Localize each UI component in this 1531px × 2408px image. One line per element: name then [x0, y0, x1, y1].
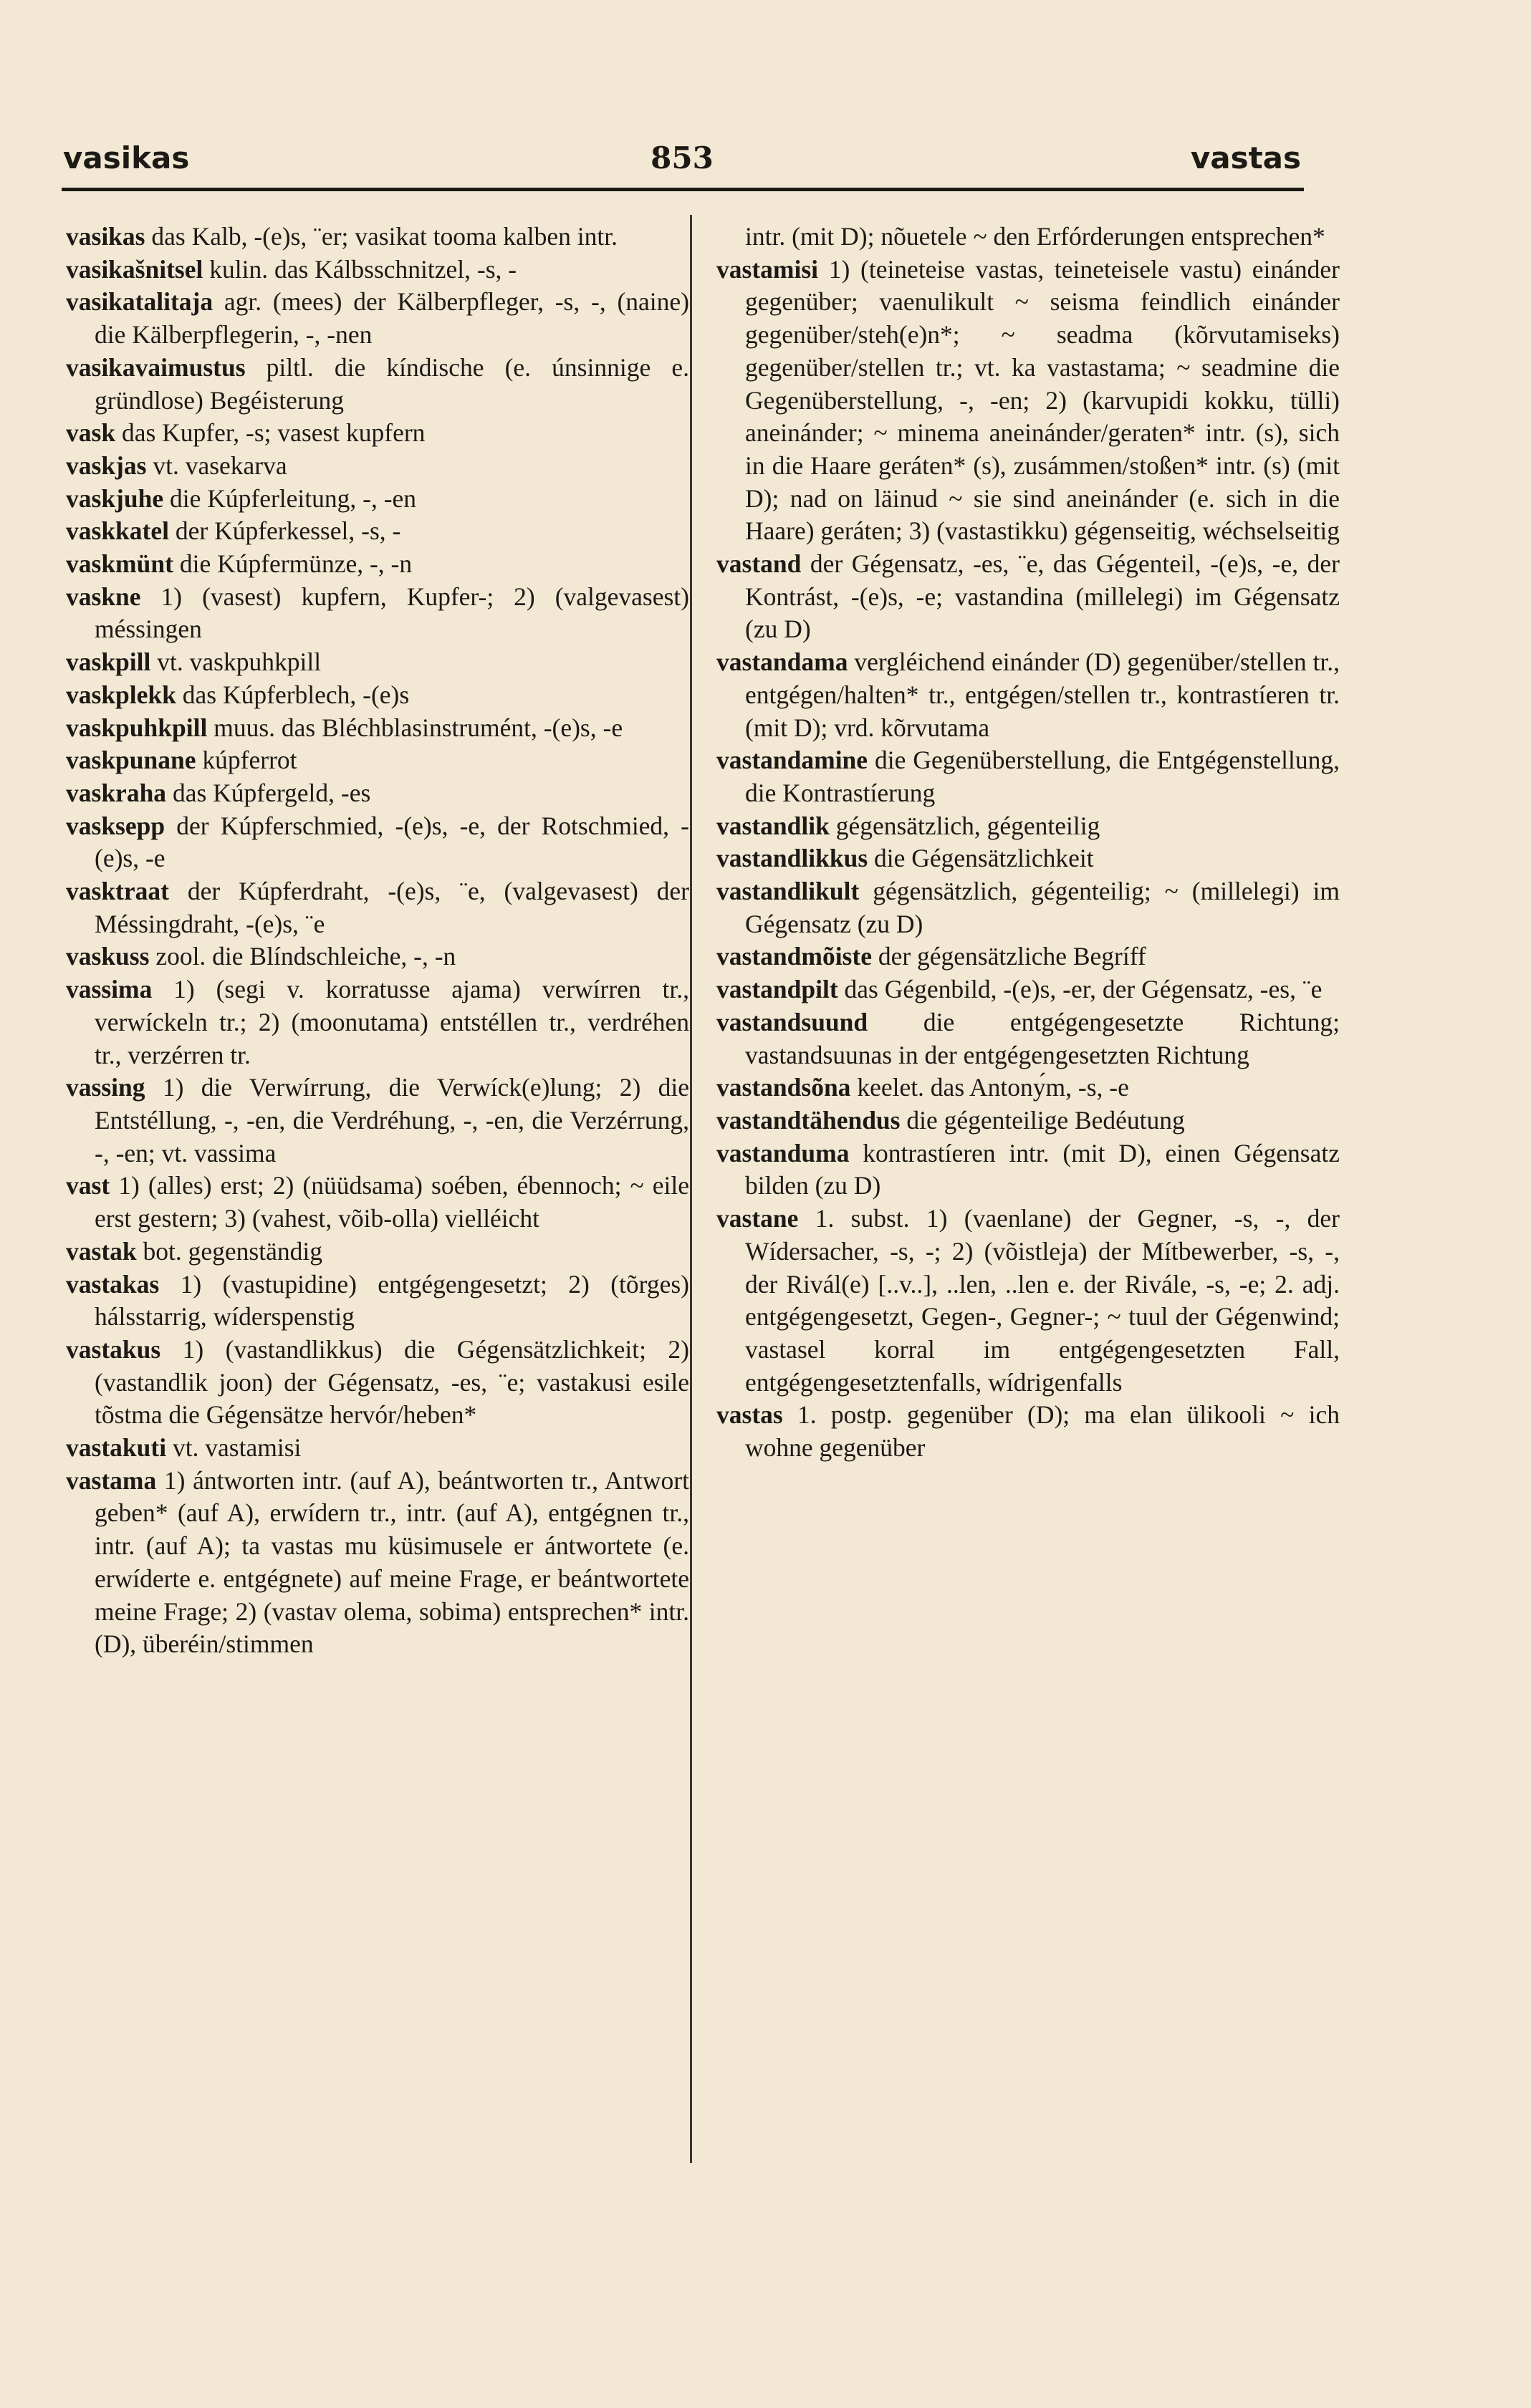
- entry-headword: vastakas: [66, 1269, 160, 1299]
- entry-definition: das Gégenbild, -(e)s, -er, der Gégensatz, -es, ¨e: [838, 975, 1323, 1004]
- entry-definition: die Gegenüberstellung, die Entgégenstellung, die Kontrastíerung: [745, 746, 1340, 807]
- entry-definition: 1) (segi v. korratusse ajama) verwírren tr., verwíckeln tr.; 2) (moonutama) entstéllen tr., verdréhen tr., verzérren tr.: [95, 975, 689, 1069]
- entry-headword: vastandsõna: [716, 1073, 851, 1102]
- entry-definition: das Kúpferblech, -(e)s: [176, 680, 410, 709]
- entry-headword: vastamisi: [716, 254, 818, 284]
- entry-headword: vasikatalitaja: [66, 287, 213, 317]
- dictionary-entry: [66, 1170, 689, 1235]
- entry-definition: kulin. das Kálbsschnitzel, -s, -: [203, 254, 517, 284]
- entry-headword: vastandmõiste: [716, 942, 872, 971]
- entry-headword: vasksepp: [66, 811, 165, 840]
- entry-definition: 1) (vastandlikkus) die Gégensätzlichkeit; 2) (vastandlik joon) der Gégensatz, -es, ¨e; vastakusi esile tõstma die Gégensätze hervór/heben*: [95, 1334, 689, 1430]
- entry-definition: kontrastíeren intr. (mit D), einen Gégensatz bilden (zu D): [745, 1138, 1340, 1200]
- entry-headword: vastane: [716, 1204, 799, 1233]
- entry-headword: vastandlikkus: [716, 844, 868, 873]
- entry-definition: vt. vastamisi: [166, 1433, 302, 1463]
- entry-definition: die Kúpfermünze, -, -n: [173, 549, 413, 579]
- dictionary-entry: [66, 1432, 689, 1465]
- entry-definition: vt. vaskpuhkpill: [150, 647, 322, 677]
- entry-headword: vastama: [66, 1465, 157, 1495]
- dictionary-entry: [716, 1006, 1340, 1071]
- entry-headword: vaskmünt: [66, 549, 173, 579]
- dictionary-entry: [66, 940, 689, 973]
- dictionary-entry: [66, 581, 689, 646]
- dictionary-entry: [716, 744, 1340, 809]
- entry-definition: 1) ántworten intr. (auf A), beántworten tr., Antwort geben* (auf A), erwídern tr., intr. (auf A), entgégnen tr., intr. (auf A); ta vastas mu küsimusele er ántwortete (e. erwíderte e. entgégnete) auf meine Frage, er beántwortete meine Frage; 2) (vastav olema, sobima) entsprechen* intr. (D), überéin/stimmen: [95, 1465, 689, 1659]
- header-rule: [62, 188, 1304, 191]
- column-divider: [690, 215, 692, 2163]
- dictionary-entry: [66, 744, 689, 777]
- entry-definition: das Kúpfergeld, -es: [166, 778, 371, 807]
- dictionary-entry: [66, 679, 689, 712]
- dictionary-entry: [66, 1071, 689, 1170]
- dictionary-entry: [66, 254, 689, 286]
- page-number: 853: [651, 140, 714, 175]
- entry-headword: vastandpilt: [716, 975, 838, 1004]
- entry-definition: der Gégensatz, -es, ¨e, das Gégenteil, -(e)s, -e, der Kontrást, -(e)s, -e; vastandina (millelegi) im Gégensatz (zu D): [745, 549, 1340, 644]
- entry-definition: bot. gegenständig: [136, 1236, 322, 1266]
- entry-headword: vastandamine: [716, 746, 868, 775]
- running-header: [63, 140, 1301, 183]
- right-guideword: vastas: [1190, 140, 1301, 175]
- right-column: [716, 221, 1340, 1465]
- entry-headword: vastakuti: [66, 1433, 167, 1463]
- dictionary-entry: [66, 777, 689, 810]
- entry-definition: intr. (mit D); nõuetele ~ den Erfórderungen entsprechen*: [745, 222, 1325, 251]
- entry-headword: vasktraat: [66, 877, 169, 906]
- entry-headword: vastandtähendus: [716, 1105, 901, 1135]
- entry-headword: vasikas: [66, 222, 145, 251]
- dictionary-entry: [66, 286, 689, 351]
- entry-headword: vassima: [66, 975, 153, 1004]
- entry-headword: vasikavaimustus: [66, 352, 246, 382]
- entry-headword: vaskjas: [66, 451, 147, 480]
- entry-definition: die gégenteilige Bedéutung: [900, 1105, 1185, 1135]
- dictionary-entry: [66, 810, 689, 875]
- dictionary-entry: [716, 875, 1340, 940]
- entry-definition: agr. (mees) der Kälberpfleger, -s, -, (naine) die Kälberpflegerin, -, -nen: [95, 287, 689, 350]
- entry-headword: vassing: [66, 1073, 145, 1102]
- entry-definition: 1. subst. 1) (vaenlane) der Gegner, -s, -, der Wídersacher, -s, -; 2) (võistleja) der Mítbewerber, -s, -, der Rivál(e) [..v..], ..len, ..len e. der Riválе, -s, -e; 2. adj. entgégengesetzt, Gegen-, Gegner-; ~ tuul der Gégenwind; vastasel korral im entgégengesetzten Fall, entgégengesetztenfalls, wídrigenfalls: [745, 1204, 1340, 1397]
- entry-headword: vastas: [716, 1400, 783, 1430]
- dictionary-entry: [66, 221, 689, 254]
- dictionary-entry: [716, 1071, 1340, 1104]
- entry-headword: vast: [66, 1171, 110, 1200]
- dictionary-entry: [66, 548, 689, 581]
- entry-headword: vasikašnitsel: [66, 254, 203, 284]
- entry-headword: vastand: [716, 549, 802, 579]
- entry-headword: vaskplekk: [66, 680, 176, 709]
- entry-definition: 1) (alles) erst; 2) (nüüdsama) soében, ébennoch; ~ eile erst gestern; 3) (vahest, võib-olla) vielléicht: [95, 1171, 689, 1233]
- entry-definition: gégensätzlich, gégenteilig; ~ (millelegi) im Gégensatz (zu D): [745, 877, 1340, 938]
- entry-definition: zool. die Blíndschleiche, -, -n: [149, 942, 456, 971]
- entry-headword: vastandlikult: [716, 877, 860, 906]
- dictionary-entry: [716, 1399, 1340, 1464]
- entry-definition: 1) (teineteise vastas, teineteisele vastu) einánder gegenüber; vaenulikult ~ seisma feindlich einánder gegenüber/steh(e)n*; ~ seadma (kõrvutamiseks) gegenüber/stellen tr.; vt. ka vastastama; ~ seadmine die Gegenüberstellung, -, -en; 2) (karvupidi kokku, tülli) aneinánder; ~ minema aneinánder/geraten* intr. (s), sich in die Haare geráten* (s), zusámmen/stoßen* intr. (s) (mit D); nad on läinud ~ sie sind aneinánder (e. sich in die Haare) geráten; 3) (vastastikku) gégenseitig, wéchselseitig: [745, 254, 1340, 546]
- entry-headword: vaskpunane: [66, 746, 196, 775]
- entry-definition: 1. postp. gegenüber (D); ma elan ülikooli ~ ich wohne gegenüber: [745, 1400, 1340, 1463]
- dictionary-entry: [716, 1203, 1340, 1399]
- dictionary-entry: [716, 646, 1340, 744]
- entry-definition: die Gégensätzlichkeit: [868, 844, 1094, 873]
- entry-definition: der gégensätzliche Begríff: [871, 942, 1146, 971]
- entry-headword: vastandlik: [716, 811, 830, 840]
- dictionary-entry: [66, 875, 689, 940]
- entry-headword: vastak: [66, 1236, 137, 1266]
- dictionary-entry: [716, 842, 1340, 875]
- entry-definition: der Kúpferdraht, -(e)s, ¨e, (valgevasest) der Méssingdraht, -(e)s, ¨e: [95, 877, 689, 938]
- entry-headword: vaskkatel: [66, 516, 169, 546]
- entry-definition: das Kupfer, -s; vasest kupfern: [115, 418, 426, 448]
- dictionary-entry: [66, 1268, 689, 1334]
- entry-definition: die entgégengesetzte Richtung; vastandsuunas in der entgégengesetzten Richtung: [745, 1007, 1340, 1069]
- entry-definition: der Kúpferkessel, -s, -: [169, 516, 401, 546]
- entry-definition: keelet. das Antonу́m, -s, -e: [850, 1073, 1129, 1102]
- dictionary-entry: [66, 352, 689, 417]
- dictionary-entry: [716, 1104, 1340, 1137]
- entry-definition: das Kalb, -(e)s, ¨er; vasikat tooma kalben intr.: [145, 222, 618, 251]
- entry-definition: muus. das Bléchblasinstrumént, -(e)s, -e: [207, 713, 623, 742]
- entry-definition: der Kúpferschmied, -(e)s, -e, der Rotschmied, -(e)s, -e: [95, 811, 689, 873]
- dictionary-entry: [66, 973, 689, 1071]
- dictionary-entry: [66, 1334, 689, 1432]
- dictionary-entry: [716, 548, 1340, 646]
- dictionary-entry: [716, 973, 1340, 1006]
- entry-definition: 1) (vasest) kupfern, Kupfer-; 2) (valgevasest) méssingen: [95, 582, 689, 644]
- dictionary-entry: [66, 417, 689, 450]
- dictionary-entry: [66, 646, 689, 679]
- entry-definition: vergléichend einánder (D) gegenüber/stellen tr., entgégen/halten* tr., entgégen/stellen tr., kontrastíeren tr. (mit D); vrd. kõrvutama: [745, 647, 1340, 742]
- left-guideword: vasikas: [63, 140, 190, 175]
- dictionary-entry: [716, 810, 1340, 843]
- dictionary-entry: [716, 1137, 1340, 1203]
- entry-headword: vastandama: [716, 647, 848, 677]
- entry-headword: vaskraha: [66, 778, 167, 807]
- dictionary-entry: [66, 515, 689, 548]
- entry-headword: vastakus: [66, 1334, 161, 1364]
- dictionary-entry: [716, 940, 1340, 973]
- entry-definition: gégensätzlich, gégenteilig: [829, 811, 1100, 840]
- entry-headword: vaskuss: [66, 942, 150, 971]
- entry-definition: kúpferrot: [196, 746, 297, 775]
- entry-headword: vask: [66, 418, 116, 448]
- entry-headword: vaskne: [66, 582, 141, 611]
- dictionary-entry: [66, 450, 689, 483]
- entry-headword: vaskpill: [66, 647, 151, 677]
- entry-definition: die Kúpferleitung, -, -en: [163, 483, 417, 513]
- entry-headword: vastanduma: [716, 1138, 850, 1167]
- dictionary-entry: [716, 221, 1340, 254]
- entry-definition: piltl. die kíndische (e. únsinnige e. gründlose) Begéisterung: [95, 352, 689, 415]
- entry-definition: 1) die Verwírrung, die Verwíck(e)lung; 2) die Entstéllung, -, -en, die Verdréhung, -, -en, die Verzérrung, -, -en; vt. vassima: [95, 1073, 689, 1167]
- entry-headword: vaskjuhe: [66, 483, 164, 513]
- dictionary-entry: [66, 712, 689, 745]
- entry-definition: 1) (vastupidine) entgégengesetzt; 2) (tõrges) hálsstarrig, wíderspenstig: [95, 1269, 689, 1331]
- dictionary-entry: [716, 254, 1340, 548]
- left-column: [66, 221, 689, 1661]
- entry-headword: vaskpuhkpill: [66, 713, 208, 742]
- entry-headword: vastandsuund: [716, 1007, 868, 1036]
- entry-definition: vt. vasekarva: [146, 451, 287, 480]
- dictionary-entry: [66, 1236, 689, 1268]
- dictionary-entry: [66, 483, 689, 516]
- dictionary-entry: [66, 1465, 689, 1661]
